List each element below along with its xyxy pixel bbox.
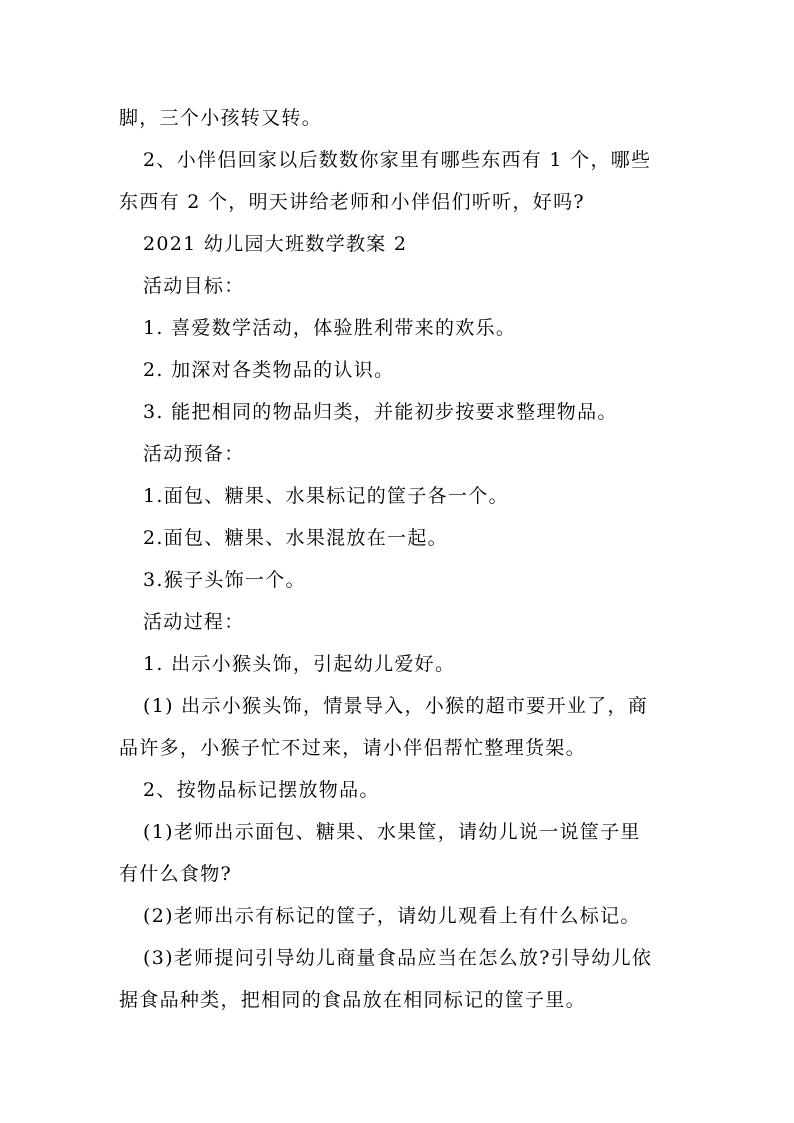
list-item: 3.猴子头饰一个。 — [143, 569, 306, 591]
list-item: 2、按物品标记摆放物品。 — [143, 779, 380, 801]
list-item: 2. 加深对各类物品的认识。 — [143, 359, 395, 381]
list-item: 1. 喜爱数学活动，体验胜利带来的欢乐。 — [143, 317, 517, 339]
list-item: 1. 出示小猴头饰，引起幼儿爱好。 — [143, 653, 456, 675]
text-line: 据食品种类，把相同的食品放在相同标记的筐子里。 — [119, 989, 586, 1011]
list-item: 2.面包、糖果、水果混放在一起。 — [143, 527, 448, 549]
text-line: (2)老师出示有标记的筐子，请幼儿观看上有什么标记。 — [143, 905, 641, 927]
list-item: 3. 能把相同的物品归类，并能初步按要求整理物品。 — [143, 401, 618, 423]
subheading: 活动预备： — [143, 443, 245, 465]
text-line: 2、小伴侣回家以后数数你家里有哪些东西有 1 个，哪些 — [143, 149, 652, 171]
text-line: 东西有 2 个，明天讲给老师和小伴侣们听听，好吗? — [119, 191, 585, 213]
list-item: 1.面包、糖果、水果标记的筐子各一个。 — [143, 485, 509, 507]
section-heading: 2021 幼儿园大班数学教案 2 — [143, 233, 408, 255]
text-line: (1) 出示小猴头饰，情景导入，小猴的超市要开业了，商 — [143, 695, 649, 717]
text-line: 品许多，小猴子忙不过来，请小伴侣帮忙整理货架。 — [119, 737, 586, 759]
text-line: 有什么食物? — [119, 863, 232, 885]
text-line: 脚，三个小孩转又转。 — [119, 107, 323, 129]
subheading: 活动过程： — [143, 611, 245, 633]
text-line: (1)老师出示面包、糖果、水果筐，请幼儿说一说筐子里 — [143, 821, 641, 843]
text-line: (3)老师提问引导幼儿商量食品应当在怎么放?引导幼儿依 — [143, 947, 653, 969]
subheading: 活动目标： — [143, 275, 245, 297]
